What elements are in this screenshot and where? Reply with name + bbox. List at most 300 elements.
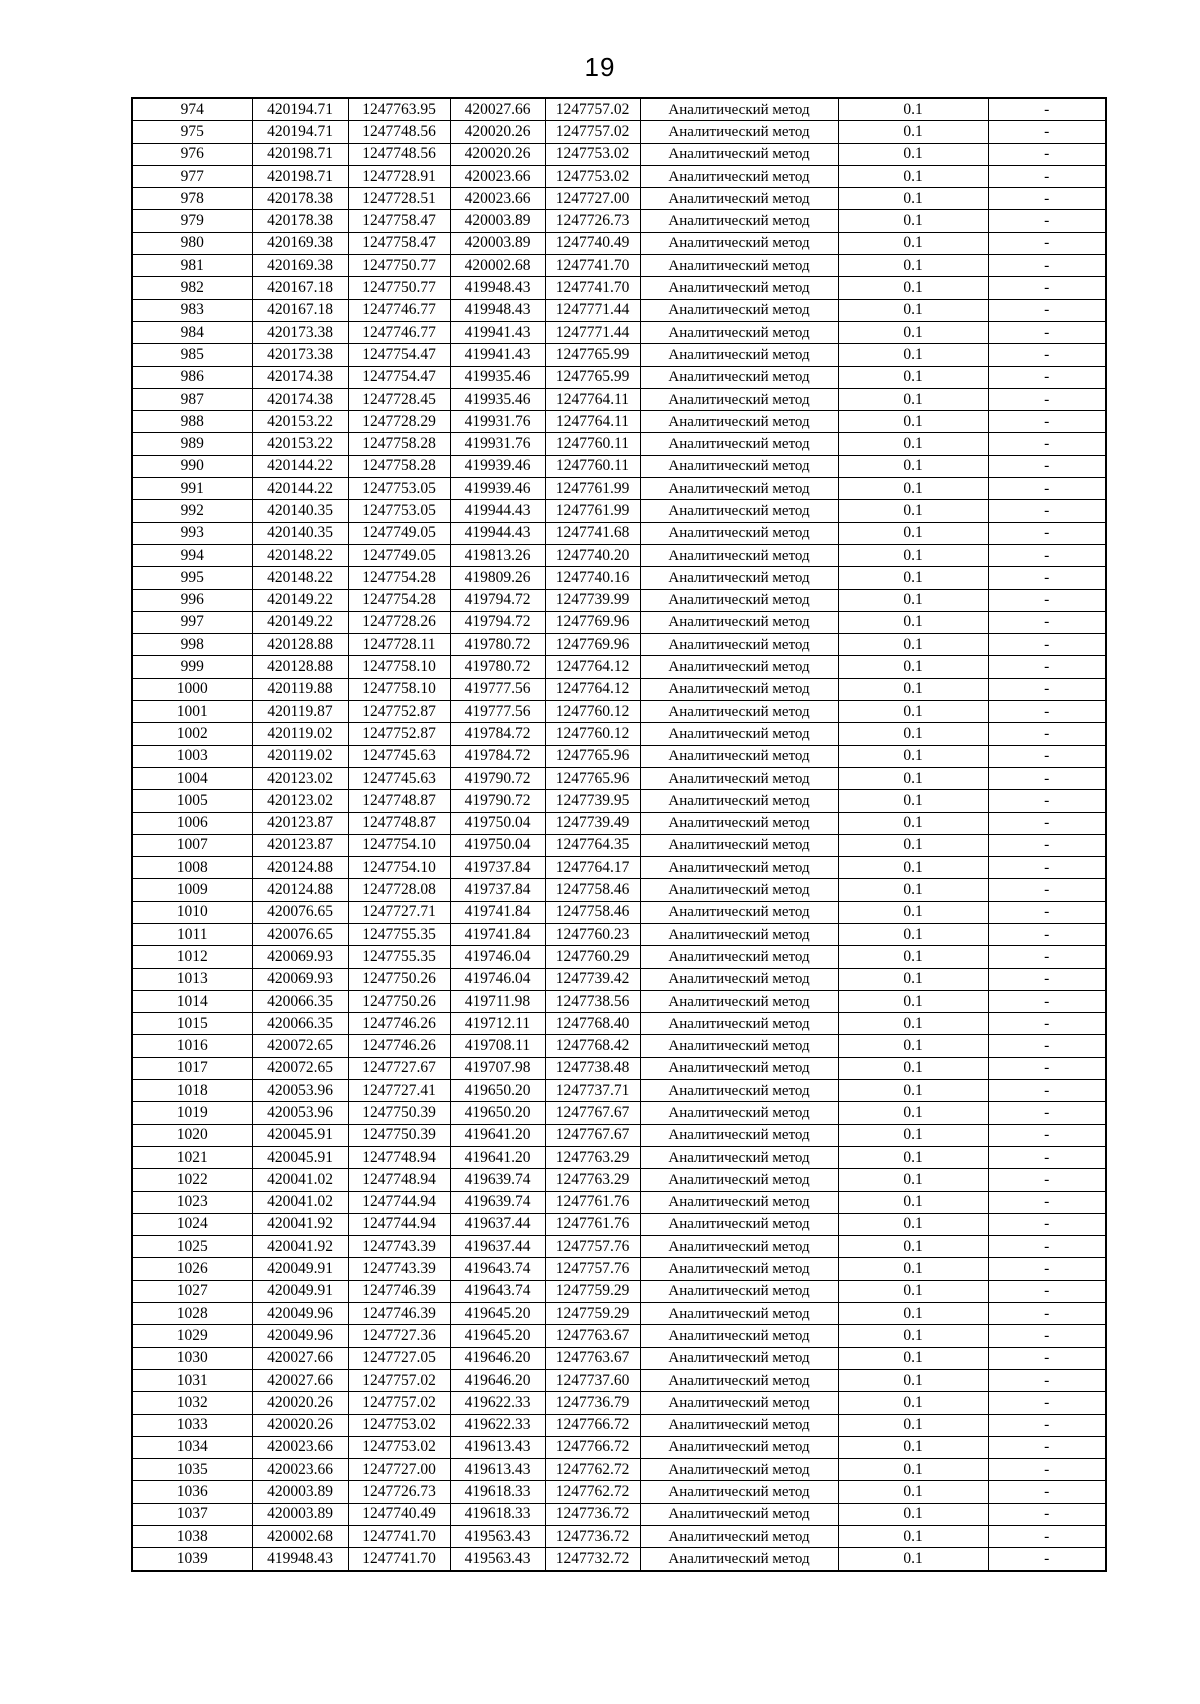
- point-number-cell: 981: [132, 255, 252, 277]
- y1-cell: 1247741.70: [348, 1526, 450, 1548]
- table-row: [132, 1280, 1106, 1302]
- method-cell: Аналитический метод: [640, 321, 838, 343]
- table-row: [132, 411, 1106, 433]
- note-cell: -: [988, 812, 1106, 834]
- y2-cell: 1247763.67: [545, 1347, 640, 1369]
- x2-cell: 419790.72: [450, 790, 545, 812]
- point-number-cell: 1032: [132, 1392, 252, 1414]
- y2-cell: 1247762.72: [545, 1481, 640, 1503]
- x1-cell: 420169.38: [252, 232, 348, 254]
- method-cell: Аналитический метод: [640, 923, 838, 945]
- note-cell: -: [988, 968, 1106, 990]
- y1-cell: 1247727.00: [348, 1459, 450, 1481]
- note-cell: -: [988, 1481, 1106, 1503]
- y2-cell: 1247758.46: [545, 879, 640, 901]
- method-cell: Аналитический метод: [640, 968, 838, 990]
- method-cell: Аналитический метод: [640, 188, 838, 210]
- x1-cell: 419948.43: [252, 1548, 348, 1571]
- method-cell: Аналитический метод: [640, 767, 838, 789]
- table-row: [132, 1414, 1106, 1436]
- y2-cell: 1247762.72: [545, 1459, 640, 1481]
- y2-cell: 1247766.72: [545, 1414, 640, 1436]
- point-number-cell: 986: [132, 366, 252, 388]
- y1-cell: 1247728.45: [348, 388, 450, 410]
- point-number-cell: 988: [132, 411, 252, 433]
- point-number-cell: 979: [132, 210, 252, 232]
- y2-cell: 1247771.44: [545, 321, 640, 343]
- y2-cell: 1247726.73: [545, 210, 640, 232]
- accuracy-cell: 0.1: [838, 1057, 988, 1079]
- point-number-cell: 1028: [132, 1303, 252, 1325]
- point-number-cell: 997: [132, 611, 252, 633]
- x1-cell: 420119.02: [252, 745, 348, 767]
- table-row: [132, 1503, 1106, 1525]
- accuracy-cell: 0.1: [838, 723, 988, 745]
- method-cell: Аналитический метод: [640, 790, 838, 812]
- x2-cell: 419746.04: [450, 968, 545, 990]
- method-cell: Аналитический метод: [640, 500, 838, 522]
- y1-cell: 1247744.94: [348, 1191, 450, 1213]
- y2-cell: 1247761.99: [545, 478, 640, 500]
- point-number-cell: 1033: [132, 1414, 252, 1436]
- method-cell: Аналитический метод: [640, 299, 838, 321]
- y1-cell: 1247728.91: [348, 165, 450, 187]
- y2-cell: 1247760.12: [545, 701, 640, 723]
- accuracy-cell: 0.1: [838, 98, 988, 121]
- x1-cell: 420128.88: [252, 656, 348, 678]
- x1-cell: 420066.35: [252, 990, 348, 1012]
- note-cell: -: [988, 745, 1106, 767]
- y1-cell: 1247758.10: [348, 656, 450, 678]
- accuracy-cell: 0.1: [838, 1280, 988, 1302]
- y1-cell: 1247754.28: [348, 567, 450, 589]
- table-row: [132, 1080, 1106, 1102]
- table-row: [132, 1392, 1106, 1414]
- x1-cell: 420123.87: [252, 812, 348, 834]
- point-number-cell: 992: [132, 500, 252, 522]
- y2-cell: 1247727.00: [545, 188, 640, 210]
- x1-cell: 420053.96: [252, 1102, 348, 1124]
- table-row: [132, 1325, 1106, 1347]
- x1-cell: 420041.92: [252, 1213, 348, 1235]
- x2-cell: 419741.84: [450, 923, 545, 945]
- x1-cell: 420020.26: [252, 1392, 348, 1414]
- note-cell: -: [988, 210, 1106, 232]
- table-row: [132, 946, 1106, 968]
- table-row: [132, 344, 1106, 366]
- accuracy-cell: 0.1: [838, 1548, 988, 1571]
- x2-cell: 419641.20: [450, 1146, 545, 1168]
- accuracy-cell: 0.1: [838, 188, 988, 210]
- accuracy-cell: 0.1: [838, 1258, 988, 1280]
- method-cell: Аналитический метод: [640, 1080, 838, 1102]
- method-cell: Аналитический метод: [640, 901, 838, 923]
- note-cell: -: [988, 611, 1106, 633]
- x1-cell: 420041.02: [252, 1169, 348, 1191]
- y2-cell: 1247765.96: [545, 745, 640, 767]
- accuracy-cell: 0.1: [838, 344, 988, 366]
- x1-cell: 420198.71: [252, 143, 348, 165]
- y1-cell: 1247746.39: [348, 1280, 450, 1302]
- x1-cell: 420049.91: [252, 1258, 348, 1280]
- y2-cell: 1247753.02: [545, 143, 640, 165]
- x1-cell: 420020.26: [252, 1414, 348, 1436]
- method-cell: Аналитический метод: [640, 1124, 838, 1146]
- method-cell: Аналитический метод: [640, 522, 838, 544]
- y1-cell: 1247741.70: [348, 1548, 450, 1571]
- x2-cell: 419643.74: [450, 1280, 545, 1302]
- y1-cell: 1247754.10: [348, 834, 450, 856]
- y1-cell: 1247750.39: [348, 1124, 450, 1146]
- y2-cell: 1247741.70: [545, 255, 640, 277]
- y2-cell: 1247764.11: [545, 388, 640, 410]
- accuracy-cell: 0.1: [838, 388, 988, 410]
- method-cell: Аналитический метод: [640, 611, 838, 633]
- x2-cell: 419939.46: [450, 455, 545, 477]
- method-cell: Аналитический метод: [640, 344, 838, 366]
- accuracy-cell: 0.1: [838, 745, 988, 767]
- table-row: [132, 1213, 1106, 1235]
- note-cell: -: [988, 1124, 1106, 1146]
- point-number-cell: 1004: [132, 767, 252, 789]
- method-cell: Аналитический метод: [640, 1258, 838, 1280]
- x1-cell: 420123.02: [252, 767, 348, 789]
- y2-cell: 1247741.68: [545, 522, 640, 544]
- point-number-cell: 1008: [132, 857, 252, 879]
- y2-cell: 1247760.11: [545, 455, 640, 477]
- y1-cell: 1247728.26: [348, 611, 450, 633]
- table-row: [132, 857, 1106, 879]
- accuracy-cell: 0.1: [838, 567, 988, 589]
- accuracy-cell: 0.1: [838, 433, 988, 455]
- point-number-cell: 1035: [132, 1459, 252, 1481]
- table-row: [132, 634, 1106, 656]
- y2-cell: 1247763.29: [545, 1169, 640, 1191]
- x1-cell: 420076.65: [252, 901, 348, 923]
- note-cell: -: [988, 232, 1106, 254]
- table-row: [132, 656, 1106, 678]
- x2-cell: 419784.72: [450, 745, 545, 767]
- y2-cell: 1247739.49: [545, 812, 640, 834]
- y1-cell: 1247755.35: [348, 923, 450, 945]
- y1-cell: 1247750.39: [348, 1102, 450, 1124]
- point-number-cell: 996: [132, 589, 252, 611]
- table-row: [132, 1124, 1106, 1146]
- method-cell: Аналитический метод: [640, 143, 838, 165]
- y1-cell: 1247746.39: [348, 1303, 450, 1325]
- point-number-cell: 1038: [132, 1526, 252, 1548]
- accuracy-cell: 0.1: [838, 411, 988, 433]
- accuracy-cell: 0.1: [838, 1080, 988, 1102]
- accuracy-cell: 0.1: [838, 1481, 988, 1503]
- table-row: [132, 1347, 1106, 1369]
- y2-cell: 1247757.76: [545, 1236, 640, 1258]
- y1-cell: 1247745.63: [348, 767, 450, 789]
- x1-cell: 420049.96: [252, 1325, 348, 1347]
- y1-cell: 1247754.10: [348, 857, 450, 879]
- x1-cell: 420119.87: [252, 701, 348, 723]
- point-number-cell: 1006: [132, 812, 252, 834]
- x1-cell: 420069.93: [252, 968, 348, 990]
- point-number-cell: 978: [132, 188, 252, 210]
- x2-cell: 419613.43: [450, 1459, 545, 1481]
- y2-cell: 1247740.20: [545, 544, 640, 566]
- method-cell: Аналитический метод: [640, 589, 838, 611]
- x1-cell: 420174.38: [252, 388, 348, 410]
- y1-cell: 1247727.67: [348, 1057, 450, 1079]
- y2-cell: 1247739.42: [545, 968, 640, 990]
- x2-cell: 419646.20: [450, 1347, 545, 1369]
- y1-cell: 1247758.47: [348, 232, 450, 254]
- table-row: [132, 723, 1106, 745]
- x1-cell: 420023.66: [252, 1459, 348, 1481]
- method-cell: Аналитический метод: [640, 1369, 838, 1391]
- accuracy-cell: 0.1: [838, 277, 988, 299]
- x1-cell: 420194.71: [252, 98, 348, 121]
- x1-cell: 420041.92: [252, 1236, 348, 1258]
- table-row: [132, 321, 1106, 343]
- accuracy-cell: 0.1: [838, 1503, 988, 1525]
- x2-cell: 419622.33: [450, 1414, 545, 1436]
- y1-cell: 1247754.47: [348, 344, 450, 366]
- note-cell: -: [988, 1258, 1106, 1280]
- x2-cell: 419643.74: [450, 1258, 545, 1280]
- x2-cell: 419777.56: [450, 678, 545, 700]
- x1-cell: 420198.71: [252, 165, 348, 187]
- y2-cell: 1247760.23: [545, 923, 640, 945]
- method-cell: Аналитический метод: [640, 1236, 838, 1258]
- y2-cell: 1247766.72: [545, 1436, 640, 1458]
- y2-cell: 1247769.96: [545, 634, 640, 656]
- note-cell: -: [988, 1347, 1106, 1369]
- y1-cell: 1247755.35: [348, 946, 450, 968]
- method-cell: Аналитический метод: [640, 946, 838, 968]
- y2-cell: 1247759.29: [545, 1303, 640, 1325]
- table-row: [132, 1035, 1106, 1057]
- x1-cell: 420124.88: [252, 857, 348, 879]
- accuracy-cell: 0.1: [838, 1369, 988, 1391]
- y2-cell: 1247738.48: [545, 1057, 640, 1079]
- y2-cell: 1247763.29: [545, 1146, 640, 1168]
- y2-cell: 1247767.67: [545, 1102, 640, 1124]
- note-cell: -: [988, 1035, 1106, 1057]
- method-cell: Аналитический метод: [640, 478, 838, 500]
- x2-cell: 419639.74: [450, 1169, 545, 1191]
- y2-cell: 1247757.02: [545, 98, 640, 121]
- table-row: [132, 1436, 1106, 1458]
- x2-cell: 419650.20: [450, 1080, 545, 1102]
- x1-cell: 420153.22: [252, 411, 348, 433]
- x1-cell: 420003.89: [252, 1503, 348, 1525]
- table-row: [132, 433, 1106, 455]
- x1-cell: 420153.22: [252, 433, 348, 455]
- x1-cell: 420045.91: [252, 1146, 348, 1168]
- point-number-cell: 1025: [132, 1236, 252, 1258]
- accuracy-cell: 0.1: [838, 522, 988, 544]
- x1-cell: 420194.71: [252, 121, 348, 143]
- accuracy-cell: 0.1: [838, 1459, 988, 1481]
- table-row: [132, 1369, 1106, 1391]
- x1-cell: 420069.93: [252, 946, 348, 968]
- x1-cell: 420149.22: [252, 589, 348, 611]
- method-cell: Аналитический метод: [640, 1325, 838, 1347]
- y2-cell: 1247761.76: [545, 1213, 640, 1235]
- table-row: [132, 455, 1106, 477]
- y2-cell: 1247763.67: [545, 1325, 640, 1347]
- y1-cell: 1247752.87: [348, 701, 450, 723]
- y2-cell: 1247740.49: [545, 232, 640, 254]
- x1-cell: 420003.89: [252, 1481, 348, 1503]
- coordinates-table-body: [132, 98, 1106, 1571]
- x2-cell: 419780.72: [450, 656, 545, 678]
- accuracy-cell: 0.1: [838, 923, 988, 945]
- x1-cell: 420002.68: [252, 1526, 348, 1548]
- table-row: [132, 277, 1106, 299]
- y2-cell: 1247761.99: [545, 500, 640, 522]
- point-number-cell: 977: [132, 165, 252, 187]
- x2-cell: 419931.76: [450, 411, 545, 433]
- x2-cell: 419941.43: [450, 321, 545, 343]
- y1-cell: 1247748.94: [348, 1146, 450, 1168]
- point-number-cell: 985: [132, 344, 252, 366]
- x2-cell: 419813.26: [450, 544, 545, 566]
- y1-cell: 1247728.08: [348, 879, 450, 901]
- x2-cell: 419637.44: [450, 1236, 545, 1258]
- y1-cell: 1247758.10: [348, 678, 450, 700]
- x1-cell: 420169.38: [252, 255, 348, 277]
- note-cell: -: [988, 1392, 1106, 1414]
- note-cell: -: [988, 589, 1106, 611]
- note-cell: -: [988, 165, 1106, 187]
- method-cell: Аналитический метод: [640, 1213, 838, 1235]
- point-number-cell: 1011: [132, 923, 252, 945]
- x2-cell: 419712.11: [450, 1013, 545, 1035]
- table-row: [132, 611, 1106, 633]
- y1-cell: 1247748.94: [348, 1169, 450, 1191]
- point-number-cell: 1009: [132, 879, 252, 901]
- x2-cell: 419794.72: [450, 589, 545, 611]
- x2-cell: 420023.66: [450, 188, 545, 210]
- y1-cell: 1247743.39: [348, 1258, 450, 1280]
- note-cell: -: [988, 433, 1106, 455]
- note-cell: -: [988, 701, 1106, 723]
- method-cell: Аналитический метод: [640, 98, 838, 121]
- y1-cell: 1247727.05: [348, 1347, 450, 1369]
- x1-cell: 420167.18: [252, 277, 348, 299]
- x2-cell: 419650.20: [450, 1102, 545, 1124]
- point-number-cell: 1027: [132, 1280, 252, 1302]
- note-cell: -: [988, 1191, 1106, 1213]
- x2-cell: 419737.84: [450, 879, 545, 901]
- table-row: [132, 1102, 1106, 1124]
- note-cell: -: [988, 98, 1106, 121]
- y1-cell: 1247727.71: [348, 901, 450, 923]
- table-row: [132, 500, 1106, 522]
- note-cell: -: [988, 1459, 1106, 1481]
- point-number-cell: 1013: [132, 968, 252, 990]
- x1-cell: 420045.91: [252, 1124, 348, 1146]
- point-number-cell: 1002: [132, 723, 252, 745]
- point-number-cell: 991: [132, 478, 252, 500]
- y1-cell: 1247749.05: [348, 522, 450, 544]
- note-cell: -: [988, 121, 1106, 143]
- method-cell: Аналитический метод: [640, 1526, 838, 1548]
- point-number-cell: 1018: [132, 1080, 252, 1102]
- y1-cell: 1247740.49: [348, 1503, 450, 1525]
- accuracy-cell: 0.1: [838, 121, 988, 143]
- table-row: [132, 834, 1106, 856]
- accuracy-cell: 0.1: [838, 790, 988, 812]
- x1-cell: 420173.38: [252, 321, 348, 343]
- y1-cell: 1247745.63: [348, 745, 450, 767]
- note-cell: -: [988, 1526, 1106, 1548]
- method-cell: Аналитический метод: [640, 232, 838, 254]
- point-number-cell: 1022: [132, 1169, 252, 1191]
- y2-cell: 1247771.44: [545, 299, 640, 321]
- x2-cell: 419794.72: [450, 611, 545, 633]
- point-number-cell: 1019: [132, 1102, 252, 1124]
- point-number-cell: 1014: [132, 990, 252, 1012]
- x2-cell: 419737.84: [450, 857, 545, 879]
- accuracy-cell: 0.1: [838, 812, 988, 834]
- x2-cell: 419935.46: [450, 366, 545, 388]
- x1-cell: 420178.38: [252, 210, 348, 232]
- x2-cell: 419618.33: [450, 1503, 545, 1525]
- note-cell: -: [988, 143, 1106, 165]
- y1-cell: 1247748.56: [348, 121, 450, 143]
- point-number-cell: 1005: [132, 790, 252, 812]
- accuracy-cell: 0.1: [838, 143, 988, 165]
- point-number-cell: 1012: [132, 946, 252, 968]
- note-cell: -: [988, 1369, 1106, 1391]
- table-row: [132, 165, 1106, 187]
- note-cell: -: [988, 1503, 1106, 1525]
- y1-cell: 1247753.05: [348, 500, 450, 522]
- y2-cell: 1247739.95: [545, 790, 640, 812]
- y1-cell: 1247749.05: [348, 544, 450, 566]
- note-cell: -: [988, 1013, 1106, 1035]
- table-row: [132, 388, 1106, 410]
- point-number-cell: 987: [132, 388, 252, 410]
- accuracy-cell: 0.1: [838, 901, 988, 923]
- y2-cell: 1247739.99: [545, 589, 640, 611]
- x1-cell: 420140.35: [252, 522, 348, 544]
- x1-cell: 420123.87: [252, 834, 348, 856]
- note-cell: -: [988, 1280, 1106, 1302]
- x2-cell: 419746.04: [450, 946, 545, 968]
- x2-cell: 419750.04: [450, 834, 545, 856]
- point-number-cell: 1029: [132, 1325, 252, 1347]
- method-cell: Аналитический метод: [640, 1146, 838, 1168]
- table-row: [132, 478, 1106, 500]
- accuracy-cell: 0.1: [838, 1102, 988, 1124]
- y1-cell: 1247727.41: [348, 1080, 450, 1102]
- x2-cell: 420003.89: [450, 232, 545, 254]
- y1-cell: 1247743.39: [348, 1236, 450, 1258]
- point-number-cell: 1003: [132, 745, 252, 767]
- x1-cell: 420076.65: [252, 923, 348, 945]
- y1-cell: 1247728.11: [348, 634, 450, 656]
- note-cell: -: [988, 1325, 1106, 1347]
- accuracy-cell: 0.1: [838, 1035, 988, 1057]
- method-cell: Аналитический метод: [640, 1481, 838, 1503]
- table-row: [132, 121, 1106, 143]
- x2-cell: 419563.43: [450, 1548, 545, 1571]
- x2-cell: 419944.43: [450, 500, 545, 522]
- point-number-cell: 994: [132, 544, 252, 566]
- y1-cell: 1247748.87: [348, 790, 450, 812]
- x2-cell: 419622.33: [450, 1392, 545, 1414]
